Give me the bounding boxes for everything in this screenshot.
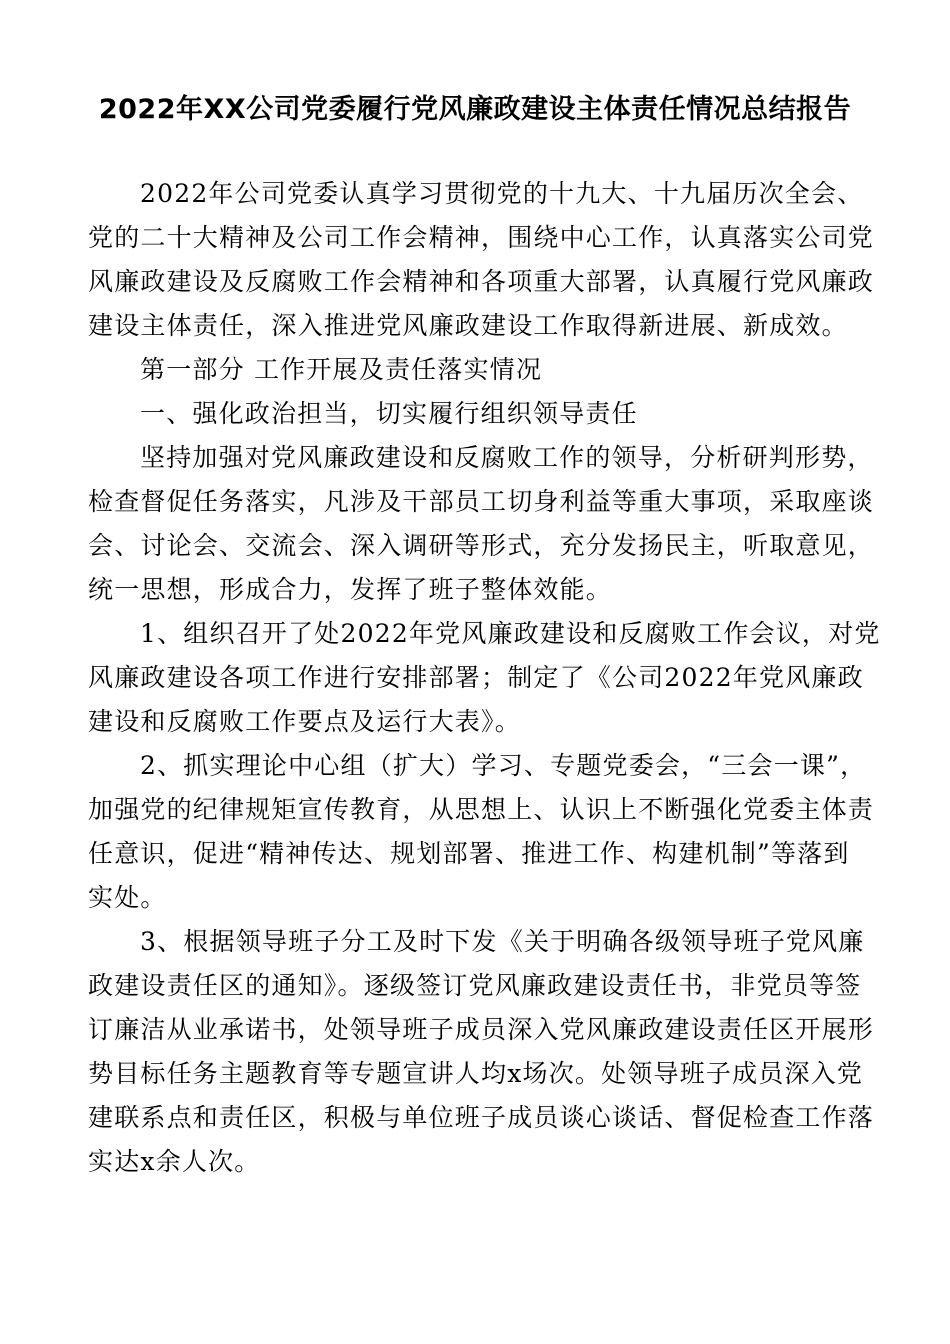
list-item-line: 势目标任务主题教育等专题宣讲人均x场次。处领导班子成员深入党 [88,1059,864,1088]
paragraph-line: 检查督促任务落实，凡涉及干部员工切身利益等重大事项，采取座谈 [88,487,875,516]
list-item-line: 1、组织召开了处2022年党风廉政建设和反腐败工作会议，对党 [140,619,881,648]
paragraph-line: 风廉政建设及反腐败工作会精神和各项重大部署，认真履行党风廉政 [88,267,875,296]
paragraph-line: 党的二十大精神及公司工作会精神，围绕中心工作，认真落实公司党 [88,223,875,252]
section-heading: 第一部分 工作开展及责任落实情况 [140,355,543,384]
list-item-line: 建联系点和责任区，积极与单位班子成员谈心谈话、督促检查工作落 [88,1103,875,1132]
paragraph-line: 2022年公司党委认真学习贯彻党的十九大、十九届历次全会、 [140,179,864,208]
list-item-line: 政建设责任区的通知》。逐级签订党风廉政建设责任书，非党员等签 [88,971,862,1000]
list-item-line: 加强党的纪律规矩宣传教育，从思想上、认识上不断强化党委主体责 [88,795,875,824]
list-item-line: 2、抓实理论中心组（扩大）学习、专题党委会，“三会一课”， [140,751,867,780]
list-item-line: 实处。 [88,883,167,912]
subsection-heading: 一、强化政治担当，切实履行组织领导责任 [140,399,638,428]
paragraph-line: 建设主体责任，深入推进党风廉政建设工作取得新进展、新成效。 [88,311,848,340]
paragraph-line: 会、讨论会、交流会、深入调研等形式，充分发扬民主，听取意见， [88,531,875,560]
paragraph-line: 统一思想，形成合力，发挥了班子整体效能。 [88,575,613,604]
list-item-line: 实达x余人次。 [88,1147,261,1176]
list-item-line: 3、根据领导班子分工及时下发《关于明确各级领导班子党风廉 [140,927,865,956]
list-item-line: 任意识，促进“精神传达、规划部署、推进工作、构建机制”等落到 [88,839,850,868]
paragraph-line: 坚持加强对党风廉政建设和反腐败工作的领导，分析研判形势， [140,443,874,472]
list-item-line: 建设和反腐败工作要点及运行大表》。 [88,707,521,736]
document-body [88,172,881,1184]
document-title: 2022年XX公司党委履行党风廉政建设主体责任情况总结报告 [98,94,852,125]
list-item-line: 订廉洁从业承诺书，处领导班子成员深入党风廉政建设责任区开展形 [88,1015,875,1044]
list-item-line: 风廉政建设各项工作进行安排部署；制定了《公司2022年党风廉政 [88,663,864,692]
